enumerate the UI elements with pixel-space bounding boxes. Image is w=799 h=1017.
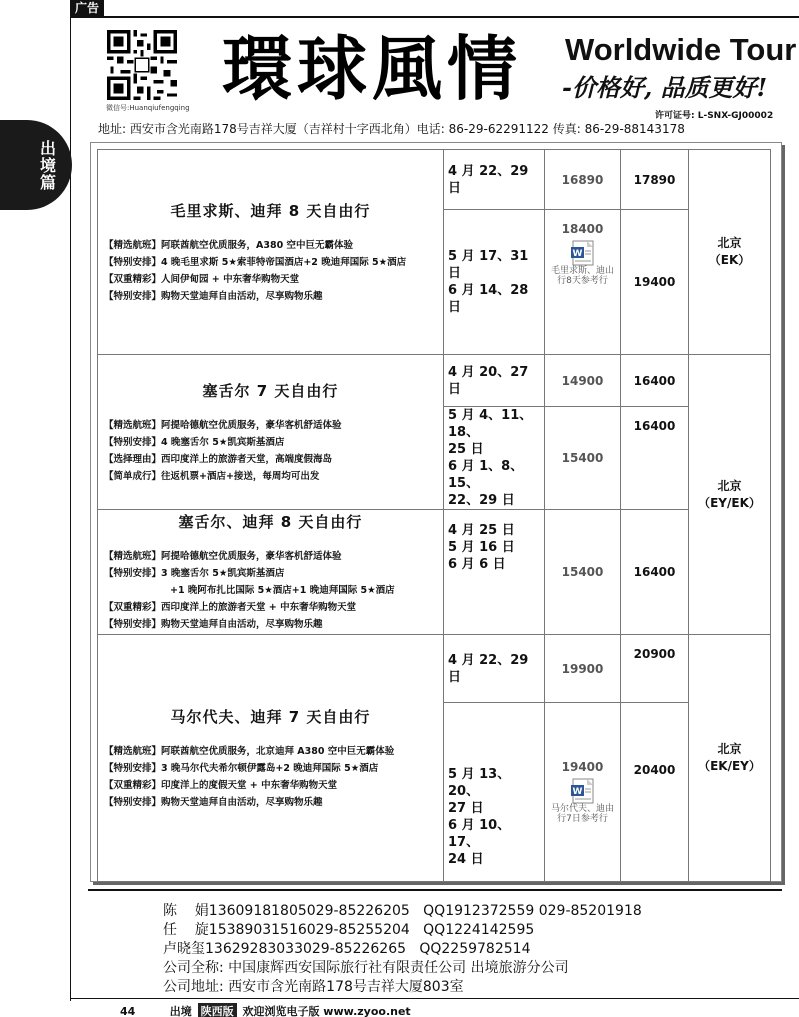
tour-title: 塞舌尔 7 天自由行 bbox=[202, 381, 339, 400]
tour-price-alt: 16400 bbox=[621, 355, 689, 407]
address-line: 地址: 西安市含光南路178号吉祥大厦（吉祥村十字西北角）电话: 86-29-62291122 传真: 86-29-88143178 bbox=[98, 122, 685, 136]
tour-price-alt: 19400 bbox=[621, 210, 689, 355]
tour-dates bbox=[444, 355, 545, 407]
tour-feature: 【双重精彩】人间伊甸园 + 中东奢华购物天堂 bbox=[104, 273, 300, 285]
company-name: 公司全称: 中国康辉西安国际旅行社有限责任公司 出境旅游分公司 bbox=[163, 960, 569, 976]
tour-dates bbox=[444, 510, 545, 635]
contact-block bbox=[163, 902, 642, 997]
table-row bbox=[98, 635, 771, 703]
tour-feature: 【简单成行】往返机票+酒店+接送，每周均可出发 bbox=[104, 470, 320, 482]
tour-price-alt: 20400 bbox=[621, 703, 689, 882]
contact-line: 陈 娟13609181805029-85226205 QQ1912372559 029-85201918 bbox=[163, 903, 642, 919]
svg-text:W: W bbox=[572, 249, 582, 259]
page-footer bbox=[120, 1003, 411, 1017]
tour-dates-text: 5 月 13、20、 27 日 6 月 10、17、 24 日 bbox=[448, 767, 511, 867]
side-tab-label: 出境篇 bbox=[39, 139, 56, 192]
page-number: 44 bbox=[120, 1005, 136, 1017]
tour-dates bbox=[444, 635, 545, 703]
wechat-id: 微信号:Huanqiufengqing bbox=[106, 104, 190, 112]
publication-logo: 陕西版 bbox=[198, 1003, 237, 1017]
tour-dates-text: 5 月 17、31 日 6 月 14、28 日 bbox=[448, 249, 529, 315]
tour-title: 马尔代夫、迪拜 7 天自由行 bbox=[170, 707, 371, 726]
word-document-icon[interactable] bbox=[570, 240, 596, 266]
tour-dates-text: 4 月 22、29 日 bbox=[448, 652, 529, 685]
tour-feature: 【特别安排】3 晚塞舌尔 5★凯宾斯基酒店 bbox=[104, 568, 285, 579]
tour-dates bbox=[444, 210, 545, 355]
tour-title: 塞舌尔、迪拜 8 天自由行 bbox=[178, 513, 363, 531]
tour-dates-text: 5 月 4、11、18、 25 日 6 月 1、8、15、 22、29 日 bbox=[448, 408, 533, 508]
tour-feature: 【双重精彩】印度洋上的度假天堂 + 中东奢华购物天堂 bbox=[104, 779, 338, 791]
tour-price: 16890 bbox=[545, 150, 621, 210]
section-side-tab bbox=[0, 120, 72, 210]
tour-feature: 【精选航班】阿联酋航空优质服务，北京迪拜 A380 空中巨无霸体验 bbox=[104, 745, 395, 757]
tour-description bbox=[98, 635, 444, 882]
top-rule bbox=[70, 16, 799, 18]
tour-description bbox=[98, 355, 444, 510]
departure-text: 北京 （EK/EY） bbox=[698, 742, 761, 773]
tour-feature: 【精选航班】阿提哈德航空优质服务，豪华客机舒适体验 bbox=[104, 551, 342, 562]
tour-feature: 【特别安排】3 晚马尔代夫希尔顿伊露岛+2 晚迪拜国际 5★酒店 bbox=[104, 762, 379, 774]
tour-price-alt: 16400 bbox=[621, 407, 689, 510]
contact-line: 卢晓玺13629283033029-85226265 QQ2259782514 bbox=[163, 941, 531, 957]
tour-dates bbox=[444, 703, 545, 882]
brand-title: 環球風情 bbox=[222, 27, 522, 110]
tour-price: 14900 bbox=[545, 355, 621, 407]
tour-feature: 【特别安排】4 晚毛里求斯 5★索菲特帝国酒店+2 晚迪拜国际 5★酒店 bbox=[104, 256, 407, 268]
word-document-icon[interactable] bbox=[570, 778, 596, 804]
tour-title: 毛里求斯、迪拜 8 天自由行 bbox=[170, 201, 371, 220]
tour-dates bbox=[444, 150, 545, 210]
departure-text: 北京 （EY/EK） bbox=[698, 478, 761, 510]
contact-line: 任 旋15389031516029-85255204 QQ1224142595 bbox=[163, 922, 535, 938]
tour-price: 15400 bbox=[545, 510, 621, 635]
tour-feature: 【特别安排】购物天堂迪拜自由活动，尽享购物乐趣 bbox=[104, 290, 323, 302]
tour-price bbox=[545, 703, 621, 882]
brand-english: Worldwide Tour bbox=[565, 32, 797, 67]
table-row bbox=[98, 150, 771, 210]
tour-price-value: 19400 bbox=[561, 760, 604, 774]
footer-section: 出境 bbox=[169, 1005, 192, 1017]
license-number: 许可证号: L-SNX-GJ00002 bbox=[655, 111, 774, 121]
departure-text: 北京 （EK） bbox=[708, 236, 751, 267]
document-caption: 毛里求斯、迪山行8天参考行 bbox=[550, 266, 614, 286]
svg-text:W: W bbox=[572, 787, 582, 797]
tour-feature: 【精选航班】阿联酋航空优质服务，A380 空中巨无霸体验 bbox=[104, 239, 353, 251]
document-caption: 马尔代夫、迪由行7日参考行 bbox=[550, 804, 614, 824]
tour-price-alt: 20900 bbox=[621, 635, 689, 703]
footer-rule bbox=[70, 998, 799, 999]
tour-dates-text: 4 月 25 日 5 月 16 日 6 月 6 日 bbox=[448, 523, 515, 572]
footer-tagline[interactable]: 欢迎浏览电子版 www.zyoo.net bbox=[242, 1005, 411, 1017]
tour-price-value: 18400 bbox=[561, 222, 604, 236]
tour-dates-text: 4 月 20、27 日 bbox=[448, 364, 529, 397]
ad-label: 广告 bbox=[70, 0, 104, 17]
table-row bbox=[98, 510, 771, 635]
tour-price: 15400 bbox=[545, 407, 621, 510]
tour-price-alt: 16400 bbox=[621, 510, 689, 635]
slogan: -价格好, 品质更好! bbox=[562, 73, 768, 102]
tour-feature: 【特别安排】购物天堂迪拜自由活动，尽享购物乐趣 bbox=[104, 796, 323, 808]
tour-price bbox=[545, 210, 621, 355]
tour-dates bbox=[444, 407, 545, 510]
tour-dates-text: 4 月 22、29 日 bbox=[448, 163, 529, 196]
company-address: 公司地址: 西安市含光南路178号吉祥大厦803室 bbox=[163, 979, 464, 995]
tour-price-alt: 17890 bbox=[621, 150, 689, 210]
tour-feature: 【特别安排】4 晚塞舌尔 5★凯宾斯基酒店 bbox=[104, 436, 285, 448]
departure-city bbox=[689, 150, 771, 355]
tour-description bbox=[98, 150, 444, 355]
tour-feature: 【选择理由】西印度洋上的旅游者天堂，高端度假海岛 bbox=[104, 453, 333, 465]
tour-feature: 【精选航班】阿提哈德航空优质服务，豪华客机舒适体验 bbox=[104, 419, 342, 431]
tour-price: 19900 bbox=[545, 635, 621, 703]
tour-feature: +1 晚阿布扎比国际 5★酒店+1 晚迪拜国际 5★酒店 bbox=[170, 585, 395, 596]
departure-city bbox=[689, 635, 771, 882]
tour-description bbox=[98, 510, 444, 635]
tour-table bbox=[97, 149, 771, 882]
qr-code-icon bbox=[107, 30, 177, 100]
tour-feature: 【特别安排】购物天堂迪拜自由活动，尽享购物乐趣 bbox=[104, 619, 323, 630]
departure-city bbox=[689, 355, 771, 635]
tour-feature: 【双重精彩】西印度洋上的旅游者天堂 + 中东奢华购物天堂 bbox=[104, 602, 357, 613]
table-row bbox=[98, 355, 771, 407]
section-divider bbox=[88, 889, 782, 891]
